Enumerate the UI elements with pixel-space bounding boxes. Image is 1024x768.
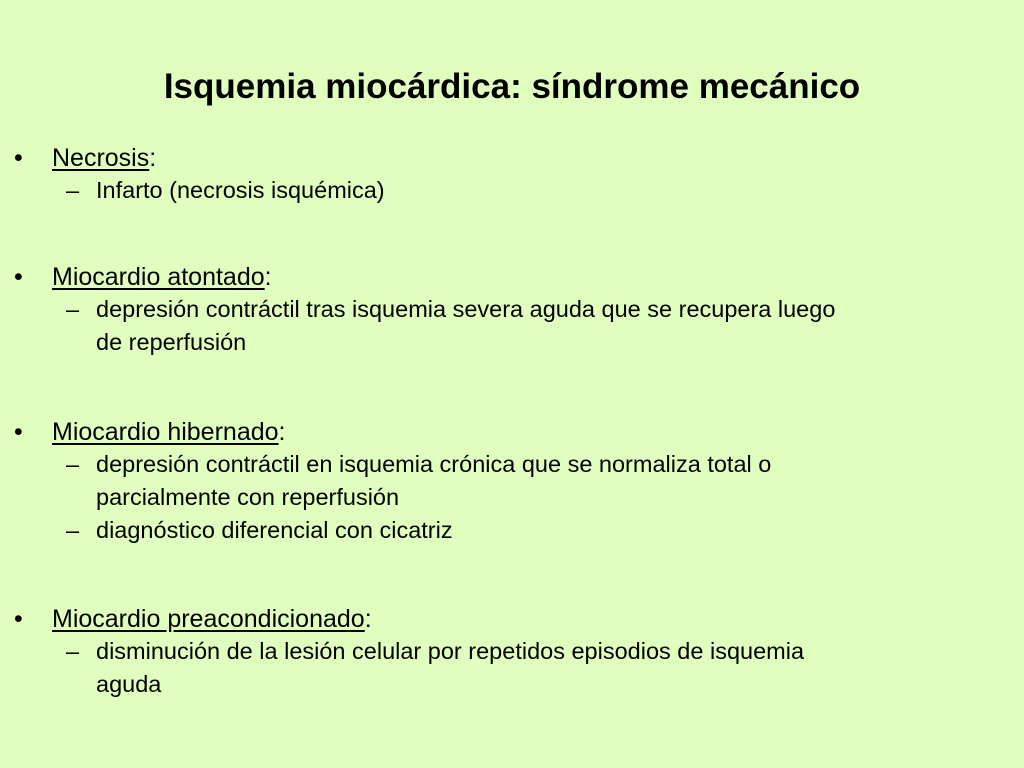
sub-item xyxy=(0,448,1006,481)
bullet-marker: • xyxy=(14,263,23,291)
bullet-term: Miocardio hibernado xyxy=(52,418,279,446)
sub-item xyxy=(0,174,1006,207)
sub-item-text: parcialmente con reperfusión xyxy=(96,484,400,510)
dash-marker: – xyxy=(66,296,80,322)
sub-item-continuation xyxy=(0,481,1006,514)
dash-marker: – xyxy=(66,451,80,477)
bullet-heading xyxy=(0,603,1024,635)
bullet-heading xyxy=(0,416,1024,448)
dash-marker: – xyxy=(66,638,80,664)
bullet-colon: : xyxy=(364,605,372,633)
bullet-marker: • xyxy=(14,418,23,446)
bullet-term: Necrosis xyxy=(52,144,150,172)
bullet-term: Miocardio preacondicionado xyxy=(52,605,365,633)
bullet-term: Miocardio atontado xyxy=(52,263,265,291)
sub-item-text: depresión contráctil en isquemia crónica que se normaliza total o xyxy=(96,451,772,477)
dash-marker: – xyxy=(66,517,80,543)
bullet-necrosis xyxy=(0,142,1024,207)
sub-item-continuation xyxy=(0,326,1006,359)
bullet-preacondicionado xyxy=(0,603,1024,701)
sub-item-text: diagnóstico diferencial con cicatriz xyxy=(96,517,453,543)
bullet-marker: • xyxy=(14,144,23,172)
bullet-colon: : xyxy=(149,144,157,172)
slide-title: Isquemia miocárdica: síndrome mecánico xyxy=(163,67,861,106)
bullet-colon: : xyxy=(278,418,286,446)
bullet-colon: : xyxy=(264,263,272,291)
bullet-marker: • xyxy=(14,605,23,633)
sub-item-text: disminución de la lesión celular por repetidos episodios de isquemia xyxy=(96,638,805,664)
sub-item xyxy=(0,635,1006,668)
sub-item xyxy=(0,293,1006,326)
sub-item-text: de reperfusión xyxy=(96,329,247,355)
sub-item-text: depresión contráctil tras isquemia severa aguda que se recupera luego xyxy=(96,296,836,322)
dash-marker: – xyxy=(66,177,80,203)
sub-item-text: Infarto (necrosis isquémica) xyxy=(96,177,385,203)
bullet-hibernado xyxy=(0,416,1024,547)
sub-item-text: aguda xyxy=(96,671,162,697)
bullet-heading xyxy=(0,142,1024,174)
bullet-heading xyxy=(0,261,1024,293)
bullet-atontado xyxy=(0,261,1024,359)
sub-item-continuation xyxy=(0,668,1006,701)
sub-item xyxy=(0,514,1006,547)
